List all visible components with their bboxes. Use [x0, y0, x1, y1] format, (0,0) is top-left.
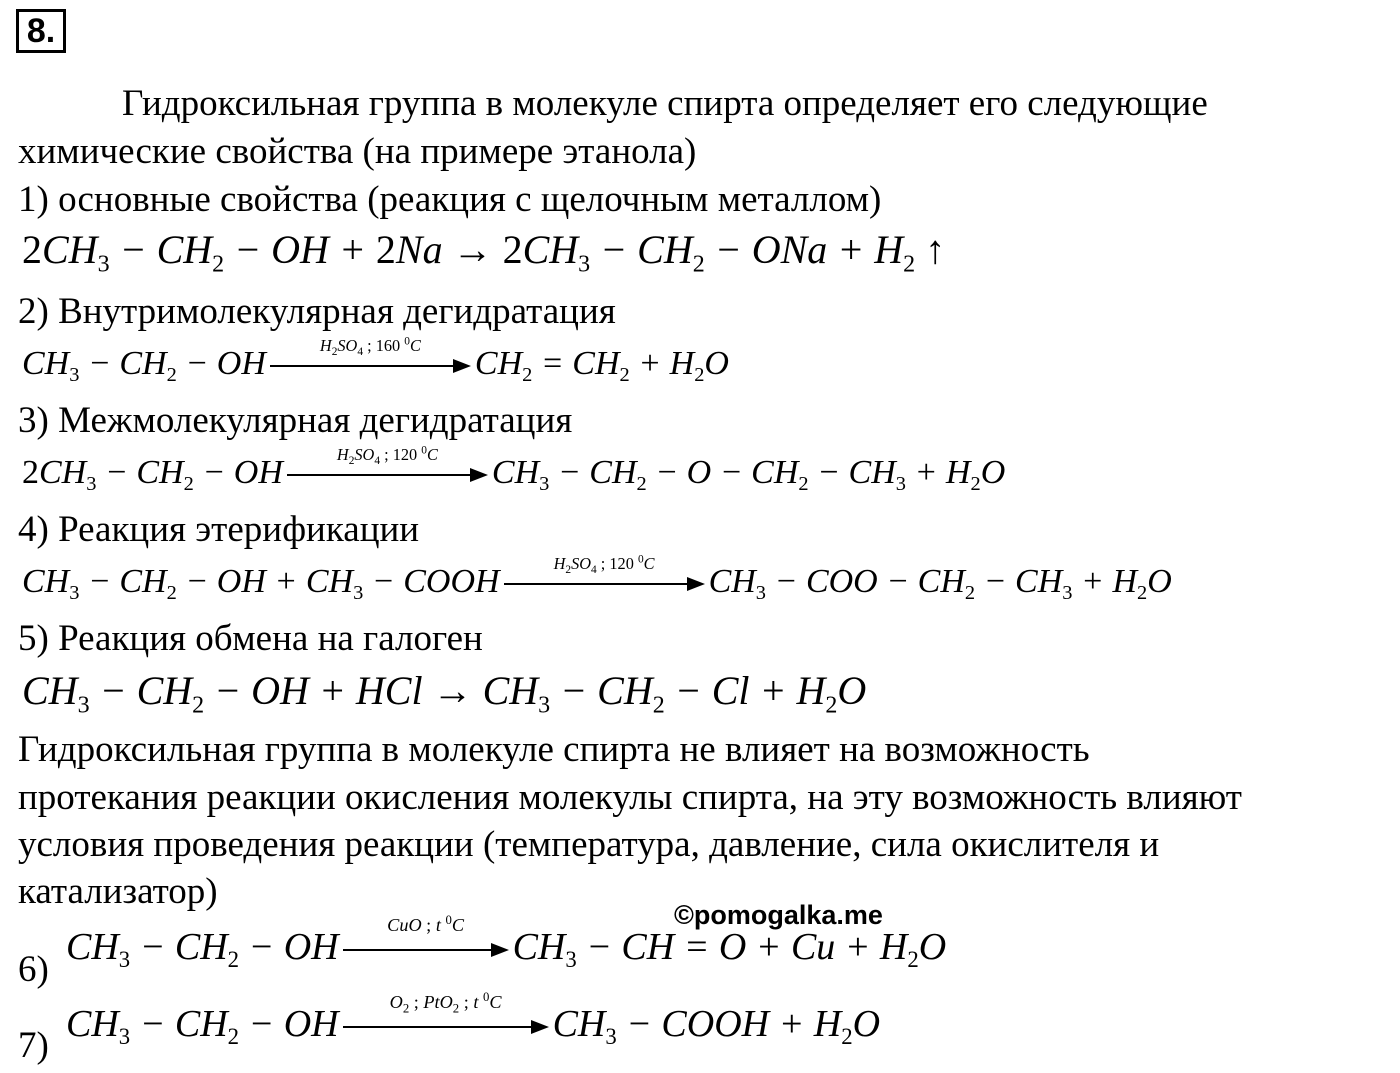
reaction-arrow: $O_2$ ; PtO$_2$ ; t $^0$C [343, 1002, 549, 1046]
conclusion-line-4: катализатор) [18, 871, 218, 912]
item-7-label: 7) [18, 1025, 49, 1066]
conclusion-line-2: протекания реакции окисления молекулы спирта, на эту возможность влияют [18, 777, 1242, 818]
equation-5: $CH_3 - CH_2$ − OH + HCl → $CH_3 - CH_2 - Cl + H_2O$ [22, 668, 867, 719]
equation-6: $CH_3 - CH_2$ − OH CuO ; t $^0$C $CH_3$ − CH = $O + Cu + H_2O$ [66, 912, 947, 972]
item-4-heading: 4) Реакция этерификации [18, 509, 420, 550]
watermark: ©pomogalka.me [674, 900, 883, 930]
intro-line-1: Гидроксильная группа в молекуле спирта определяет его следующие [122, 83, 1208, 124]
conclusion-line-1: Гидроксильная группа в молекуле спирта не влияет на возможность [18, 729, 1090, 770]
item-5-heading: 5) Реакция обмена на галоген [18, 618, 483, 659]
equation-3: $2CH_3 - CH_2$ − OH $H_2SO_4$ ; 120 $^0$C $CH_3 - CH_2 - O - CH_2 - CH_3 + H_2O$ [22, 444, 1006, 496]
item-2-heading: 2) Внутримолекулярная дегидратация [18, 291, 616, 332]
equation-7: $CH_3 - CH_2$ − OH $O_2$ ; PtO$_2$ ; t $^0$C $CH_3$ − COOH + $H_2O$ [66, 989, 881, 1049]
task-number: 8. [16, 9, 66, 53]
equation-4: $CH_3 - CH_2$ − OH + $CH_3$ − COOH $H_2SO_4$ ; 120 $^0$C $CH_3$ − COO − $CH_2 - CH_3 + H_2O$ [22, 553, 1172, 605]
equation-2: $CH_3 - CH_2$ − OH $H_2SO_4$ ; 160 $^0$C $CH_2 = CH_2 + H_2O$ [22, 335, 729, 387]
item-3-heading: 3) Межмолекулярная дегидратация [18, 400, 573, 441]
conclusion-line-3: условия проведения реакции (температура, давление, сила окислителя и [18, 824, 1160, 865]
item-6-label: 6) [18, 949, 49, 990]
reaction-arrow: $H_2SO_4$ ; 120 $^0$C [504, 563, 705, 601]
intro-line-2: химические свойства (на примере этанола) [18, 131, 697, 172]
reaction-arrow: $H_2SO_4$ ; 160 $^0$C [270, 345, 471, 383]
equation-1: $2CH_3 - CH_2$ − OH + $2Na \to 2CH_3 - CH_2$ − ONa + $H_2$ ↑ [22, 227, 946, 278]
reaction-arrow: $H_2SO_4$ ; 120 $^0$C [287, 454, 488, 492]
reaction-arrow: CuO ; t $^0$C [343, 925, 509, 969]
item-1-heading: 1) основные свойства (реакция с щелочным металлом) [18, 179, 882, 220]
